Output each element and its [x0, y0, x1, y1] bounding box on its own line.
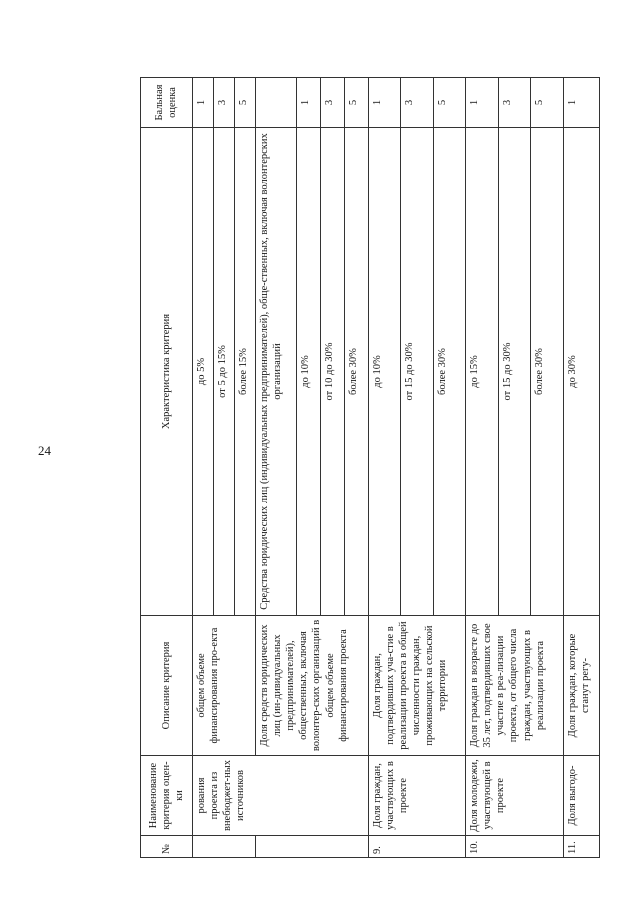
row-number: 9. [368, 836, 465, 858]
table-row [255, 78, 296, 858]
criterion-name: рования проекта из внебюджет-ных источников [192, 756, 368, 836]
criterion-score: 3 [401, 78, 433, 128]
criterion-description: Доля граждан в возрасте до 35 лет, подтвердивших свое участие в реа-лизации проекта, от общего числа граждан, участвующих в реализации проекта [466, 616, 563, 756]
criterion-score: 3 [213, 78, 234, 128]
criterion-value: от 15 до 30% [401, 128, 433, 616]
criterion-name: Доля выгодо- [563, 756, 600, 836]
header-characteristic: Характеристика критерия [141, 128, 193, 616]
criterion-value: до 10% [368, 128, 400, 616]
criterion-score: 1 [297, 78, 321, 128]
criterion-value: от 5 до 15% [213, 128, 234, 616]
criterion-name: Доля молодежи, участвующей в проекте [466, 756, 563, 836]
criterion-value: до 10% [297, 128, 321, 616]
criterion-value: от 10 до 30% [320, 128, 344, 616]
criterion-score: 1 [368, 78, 400, 128]
criterion-value: более 30% [344, 128, 368, 616]
criterion-score: 1 [466, 78, 498, 128]
row-number: 11. [563, 836, 600, 858]
criterion-score: 1 [563, 78, 600, 128]
criterion-value: более 15% [234, 128, 255, 616]
criterion-name: Доля граждан, участвующих в проекте [368, 756, 465, 836]
table-row [563, 78, 600, 858]
criterion-score: 5 [234, 78, 255, 128]
criterion-score: 5 [433, 78, 466, 128]
criterion-value: от 15 до 30% [498, 128, 530, 616]
header-description: Описание критерия [141, 616, 193, 756]
table-row [466, 78, 498, 858]
subsection-heading: Средства юридических лиц (индивидуальных предпринимателей), обще-ственных, включая волонтерских организаций [255, 128, 296, 616]
header-score: Бальная оценка [141, 78, 193, 128]
table-row [192, 78, 213, 858]
table-header-row [141, 78, 193, 858]
criteria-table [140, 77, 600, 858]
criterion-score: 5 [344, 78, 368, 128]
criterion-value: более 30% [433, 128, 466, 616]
criteria-table-rotated [140, 78, 600, 858]
page-number: 24 [38, 443, 51, 458]
header-num: № [141, 836, 193, 858]
criterion-description: Доля граждан, которые станут регу- [563, 616, 600, 756]
table-row [368, 78, 400, 858]
criterion-description: общем объеме финансирования про-екта [192, 616, 255, 756]
criterion-value: более 30% [531, 128, 564, 616]
criterion-value: до 15% [466, 128, 498, 616]
criterion-value: до 5% [192, 128, 213, 616]
header-name: Наименование критерия оцен-ки [141, 756, 193, 836]
criterion-value: до 30% [563, 128, 600, 616]
criterion-score: 3 [498, 78, 530, 128]
criterion-description: Доля граждан, подтвердивших уча-стие в реализации проекта в общей численности граждан, проживающих на сельской территории [368, 616, 465, 756]
criterion-score: 1 [192, 78, 213, 128]
row-number: 10. [466, 836, 563, 858]
criterion-score: 5 [531, 78, 564, 128]
criterion-score: 3 [320, 78, 344, 128]
criterion-description: Доля средств юридических лиц (ин-дивидуальных предпринимателей), общественных, включая волонтер-ских организаций в общем объеме финансирования проекта [255, 616, 368, 756]
